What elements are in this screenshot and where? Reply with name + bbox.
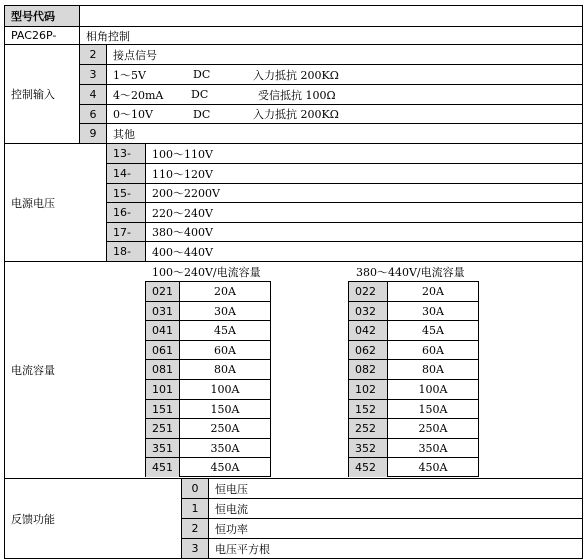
current-right-code: 152 — [349, 400, 388, 418]
power-voltage-value: 200～2200V — [152, 187, 220, 200]
model-prefix-desc-text: 相角控制 — [86, 29, 130, 43]
control-input-range: 其他 — [113, 127, 135, 141]
power-voltage-label-text: 电源电压 — [11, 196, 55, 210]
current-right-value: 80A — [422, 363, 444, 376]
control-input-note: 受信抵抗 100Ω — [258, 88, 336, 102]
control-input-label-text: 控制输入 — [11, 88, 55, 101]
power-voltage-code: 14- — [107, 164, 145, 183]
current-right-code: 032 — [349, 302, 388, 320]
current-left-title: 100～240V/电流容量 — [152, 266, 261, 279]
current-right-code: 352 — [349, 439, 388, 457]
model-code-label-text: 型号代码 — [11, 10, 55, 23]
current-left-code: 351 — [146, 439, 180, 457]
current-left-code: 101 — [146, 380, 180, 399]
current-right-value: 60A — [422, 343, 444, 357]
control-input-code: 6 — [80, 105, 106, 123]
current-left-code: 451 — [146, 458, 180, 477]
current-left-code: 151 — [146, 400, 180, 418]
power-voltage-code: 16- — [107, 203, 145, 222]
current-right-code: 452 — [349, 458, 388, 477]
current-left-code: 021 — [146, 282, 180, 301]
feedback-code: 2 — [182, 519, 208, 538]
power-voltage-value: 110～120V — [152, 167, 213, 181]
power-voltage-value: 380～400V — [152, 226, 213, 239]
current-capacity-label — [5, 262, 105, 478]
feedback-code: 0 — [182, 479, 208, 498]
control-input-label — [5, 45, 79, 143]
power-voltage-code: 15- — [107, 184, 145, 202]
current-right-value: 350A — [418, 441, 448, 455]
current-right-value: 250A — [418, 422, 448, 435]
model-code-label — [5, 6, 79, 26]
current-left-value: 450A — [210, 461, 240, 474]
control-input-code: 2 — [80, 45, 106, 64]
control-input-note: 入力抵抗 200KΩ — [253, 68, 339, 82]
current-left-code: 081 — [146, 360, 180, 379]
power-voltage-value: 220～240V — [152, 206, 213, 220]
feedback-value: 恒电压 — [215, 482, 248, 496]
control-input-type: DC — [193, 107, 211, 121]
current-right-code: 022 — [349, 282, 388, 301]
feedback-code: 3 — [182, 539, 208, 558]
current-capacity-label-text: 电流容量 — [11, 364, 55, 377]
control-input-code: 4 — [80, 85, 106, 104]
control-input-range: 4～20mA — [113, 88, 164, 102]
current-right-value: 45A — [422, 324, 444, 337]
current-right-code: 042 — [349, 321, 388, 340]
power-voltage-value: 100～110V — [152, 147, 213, 161]
control-input-range: 接点信号 — [113, 48, 157, 62]
current-left-value: 45A — [214, 324, 236, 337]
control-input-range: 1～5V — [113, 68, 146, 82]
current-left-value: 250A — [210, 422, 240, 435]
current-left-value: 30A — [214, 304, 236, 318]
current-left-value: 80A — [214, 363, 236, 376]
control-input-range: 0～10V — [113, 108, 153, 121]
control-input-code: 3 — [80, 65, 106, 84]
current-right-value: 30A — [422, 304, 444, 318]
current-left-value: 60A — [214, 343, 236, 357]
feedback-label-text: 反馈功能 — [11, 512, 55, 526]
current-right-value: 150A — [418, 402, 448, 416]
model-prefix-desc — [80, 26, 580, 45]
current-right-value: 450A — [418, 461, 448, 474]
current-left-value: 100A — [210, 383, 240, 396]
current-right-value: 100A — [418, 383, 448, 396]
current-right-code: 102 — [349, 380, 388, 399]
feedback-code: 1 — [182, 499, 208, 518]
current-right-code: 252 — [349, 419, 388, 438]
model-prefix — [5, 26, 79, 45]
current-right-code: 082 — [349, 360, 388, 379]
model-prefix-text: PAC26P- — [11, 29, 57, 42]
control-input-code: 9 — [80, 124, 106, 143]
power-voltage-code: 17- — [107, 223, 145, 241]
current-right-title: 380～440V/电流容量 — [356, 266, 465, 279]
control-input-type: DC — [191, 88, 209, 101]
current-right-code: 062 — [349, 341, 388, 359]
power-voltage-code: 18- — [107, 242, 145, 261]
feedback-label — [5, 479, 180, 558]
current-right-value: 20A — [422, 285, 444, 298]
power-voltage-label — [5, 144, 105, 261]
current-left-code: 061 — [146, 341, 180, 359]
current-left-code: 031 — [146, 302, 180, 320]
power-voltage-value: 400～440V — [152, 245, 213, 259]
feedback-value: 电压平方根 — [215, 542, 270, 556]
control-input-type: DC — [193, 68, 211, 81]
power-voltage-code: 13- — [107, 144, 145, 163]
feedback-value: 恒功率 — [215, 522, 248, 536]
current-left-value: 20A — [214, 285, 236, 298]
current-left-code: 251 — [146, 419, 180, 438]
feedback-value: 恒电流 — [215, 502, 248, 516]
current-left-value: 150A — [210, 402, 240, 416]
current-left-value: 350A — [210, 441, 240, 455]
control-input-note: 入力抵抗 200KΩ — [253, 108, 339, 121]
current-left-code: 041 — [146, 321, 180, 340]
